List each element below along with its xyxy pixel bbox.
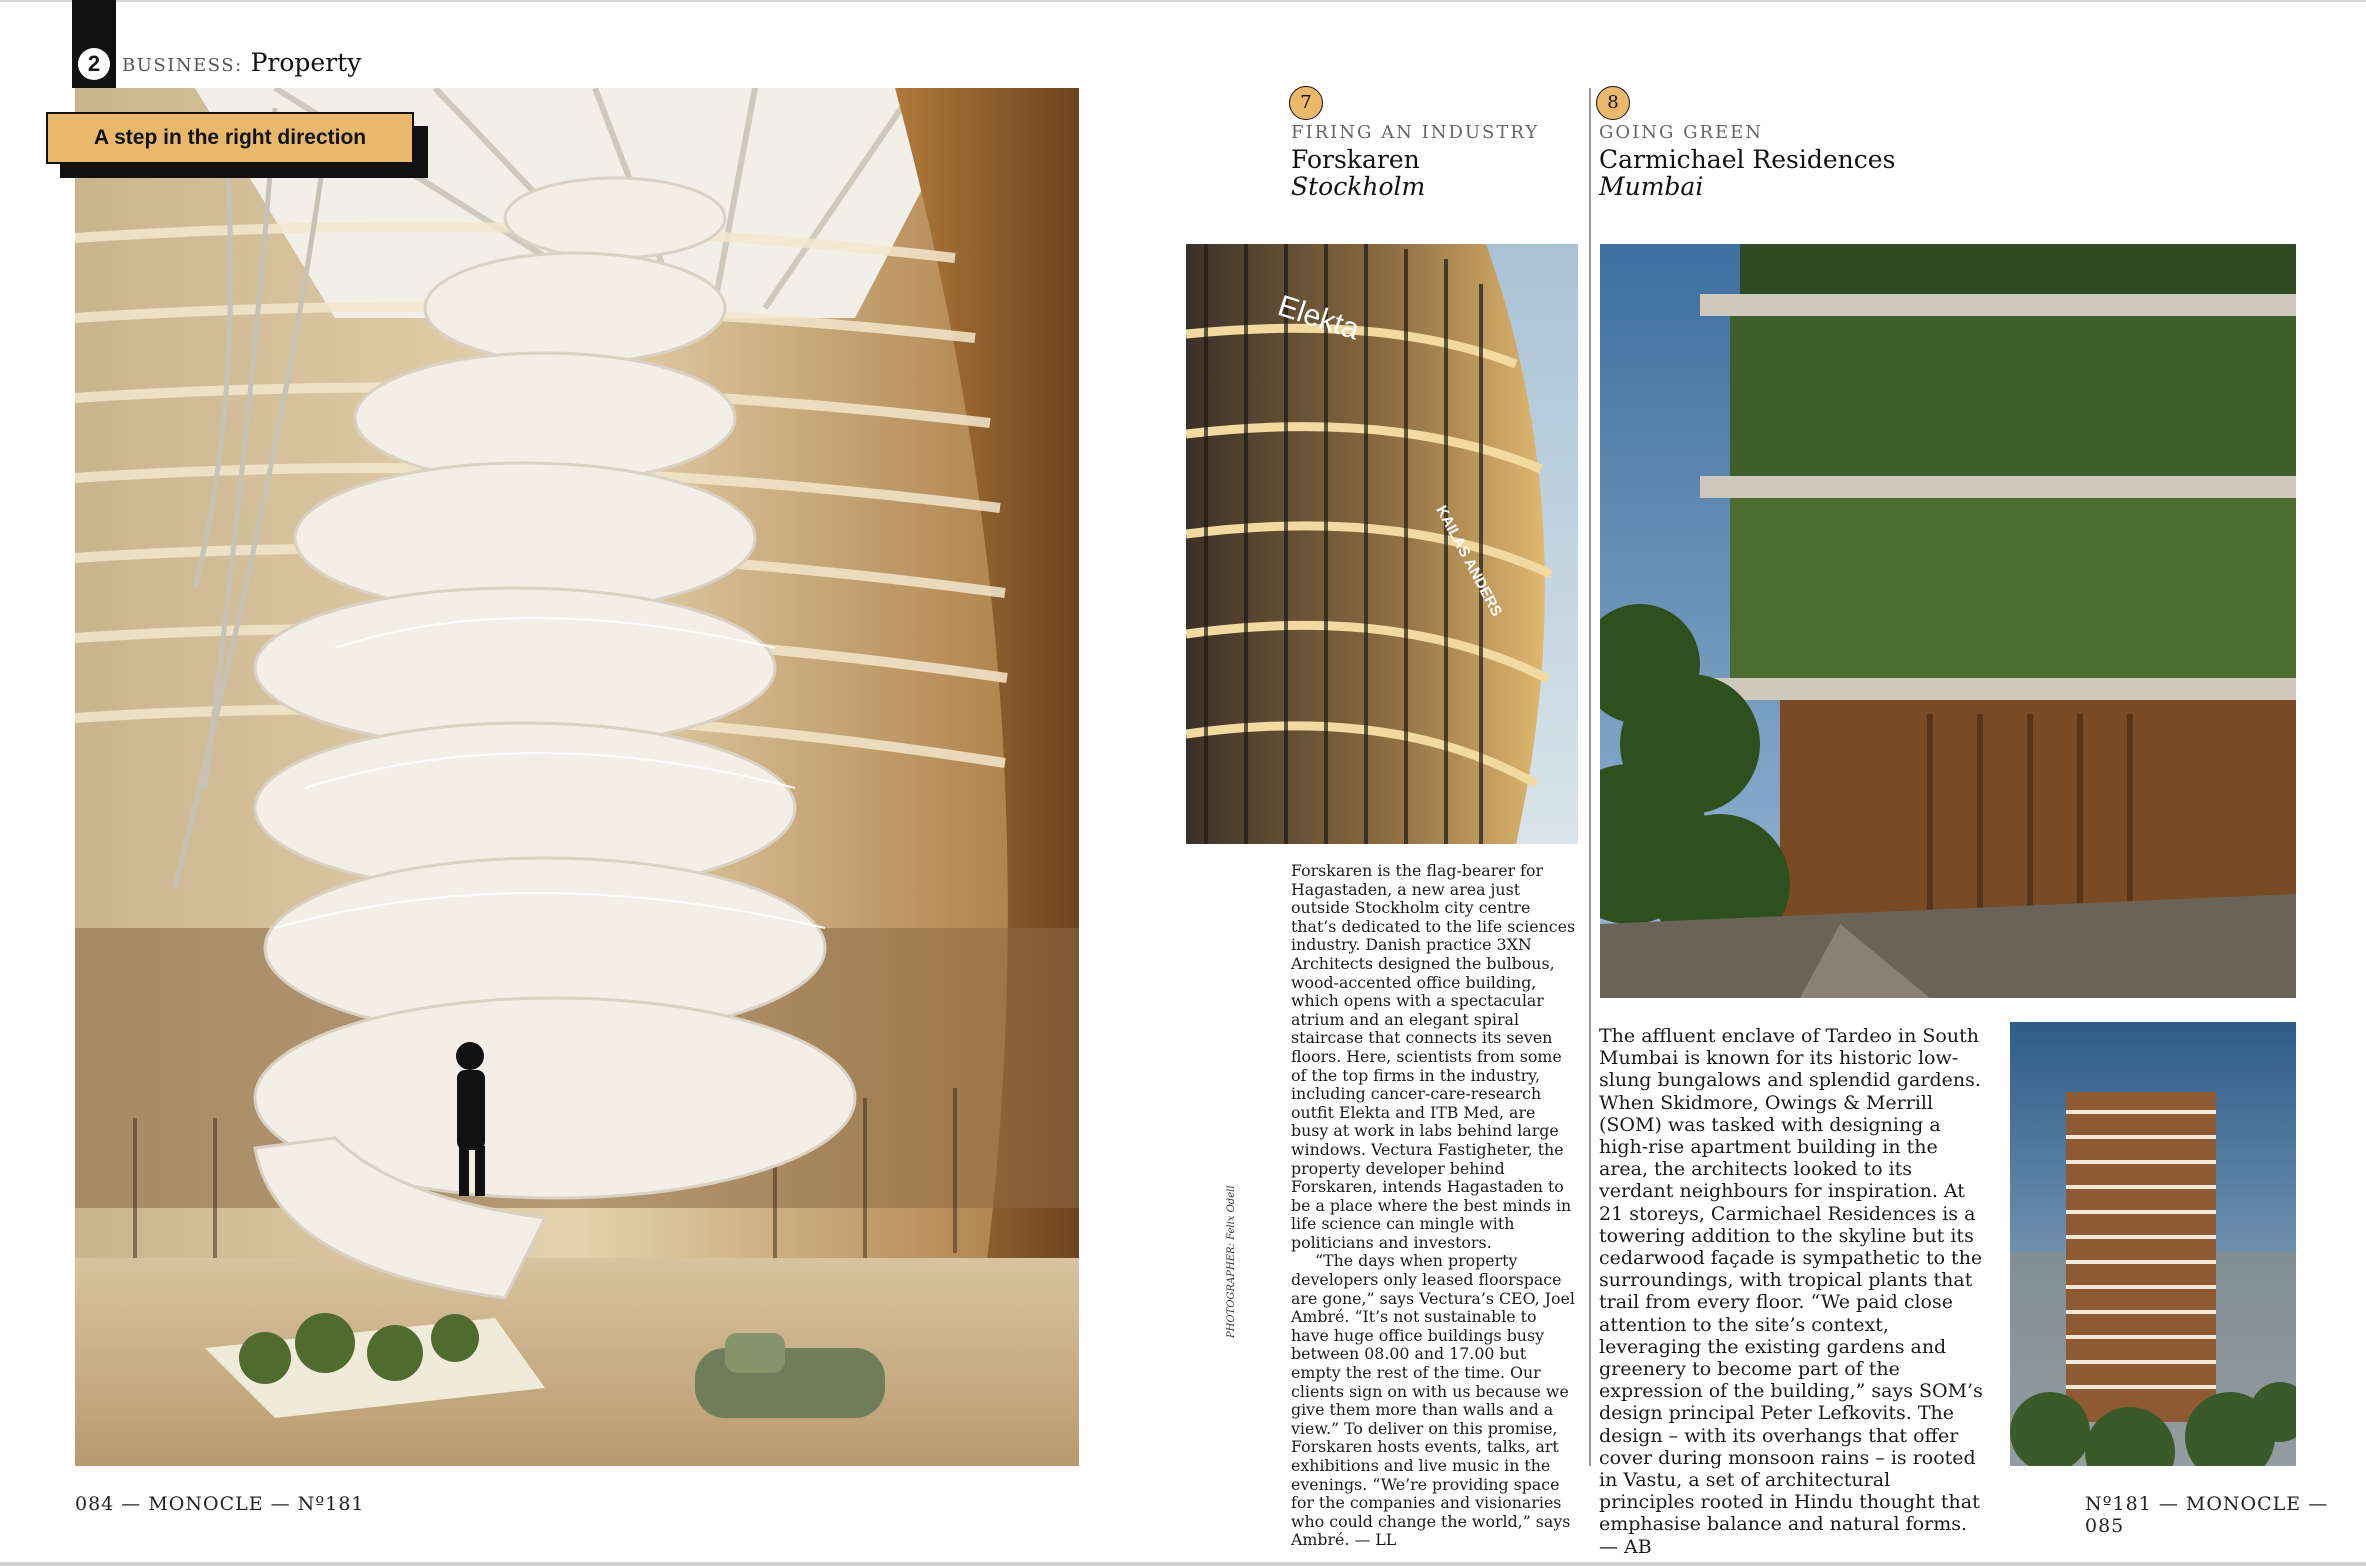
building-sign: KAILAS ANDERS — [1432, 502, 1506, 620]
elekta-sign: Elekta — [1273, 289, 1364, 347]
entry-7-kicker: FIRING AN INDUSTRY — [1291, 122, 1540, 143]
folio-right: Nº181 — MONOCLE — 085 — [2085, 1493, 2329, 1537]
carmichael-tower-photo — [2010, 1022, 2296, 1466]
carmichael-terraces-photo — [1600, 244, 2296, 998]
atrium-staircase-photo — [75, 88, 1079, 1466]
section-title: Property — [250, 48, 362, 77]
feature-title-tag: A step in the right direction — [46, 112, 414, 164]
entry-8-body — [1599, 1025, 1989, 1558]
entry-8-number-badge: 8 — [1596, 86, 1630, 120]
page-top-edge — [0, 0, 2366, 2]
entry-7-city: Stockholm — [1291, 172, 1426, 201]
entry-7-name: Forskaren — [1291, 145, 1420, 174]
entry-8-paragraph-1: The affluent enclave of Tardeo in South Mumbai is known for its historic low-slung bungalows and splendid gardens. When Skidmore, Owings & Merrill (SOM) was tasked with designing a high-rise apartment building in the area, the architects looked to its verdant neighbours for inspiration. At 21 storeys, Carmichael Residences is a towering addition to the skyline but its cedarwood façade is sympathetic to the surroundings, with tropical plants that trail from every floor. “We paid close attention to the site’s context, leveraging the existing gardens and greenery to become part of the expression of the building,” says SOM’s design principal Peter Lefkovits. The design – with its overhangs that offer cover during monsoon rains – is rooted in Vastu, a set of architectural principles rooted in Hindu thought that emphasise balance and natural forms. — AB — [1599, 1025, 1983, 1558]
entry-7-body — [1291, 862, 1577, 1550]
atrium-illustration — [75, 88, 1079, 1466]
column-divider — [1589, 88, 1591, 1466]
entry-7-paragraph-2: “The days when property developers only leased floorspace are gone,” says Vectura’s CEO, Joel Ambré. “It’s not sustainable to have huge office buildings busy between 08.00 and 17.00 but empty the rest of the time. Our clients sign on with us because we give them more than walls and a view.” To deliver on this promise, Forskaren hosts events, talks, art exhibitions and live music in the evenings. “We’re providing space for the companies and visionaries who could change the world,” says Ambré. — LL — [1291, 1251, 1575, 1550]
entry-8-name: Carmichael Residences — [1599, 145, 1896, 174]
entry-8-kicker: GOING GREEN — [1599, 122, 1764, 143]
photo-credit: PHOTOGRAPHER: Felix Odell — [1226, 1185, 1237, 1338]
forskaren-building-photo — [1186, 244, 1578, 844]
entry-7-paragraph-1: Forskaren is the flag-bearer for Hagastaden, a new area just outside Stockholm city centre that’s dedicated to the life sciences industry. Danish practice 3XN Architects designed the bulbous, wood-accented office building, which opens with a spectacular atrium and an elegant spiral staircase that connects its seven floors. Here, scientists from some of the top firms in the industry, including cancer-care-research outfit Elekta and ITB Med, are busy at work in labs behind large windows. Vectura Fastigheter, the property developer behind Forskaren, intends Hagastaden to be a place where the best minds in life science can mingle with politicians and investors. — [1291, 861, 1576, 1252]
folio-left: 084 — MONOCLE — Nº181 — [75, 1493, 365, 1515]
page-bottom-edge — [0, 1562, 2366, 1566]
entry-8-city: Mumbai — [1599, 172, 1704, 201]
entry-7-number-badge: 7 — [1289, 86, 1323, 120]
section-kicker: BUSINESS: — [122, 55, 243, 76]
section-number-badge: 2 — [78, 48, 110, 80]
section-label — [122, 48, 361, 77]
